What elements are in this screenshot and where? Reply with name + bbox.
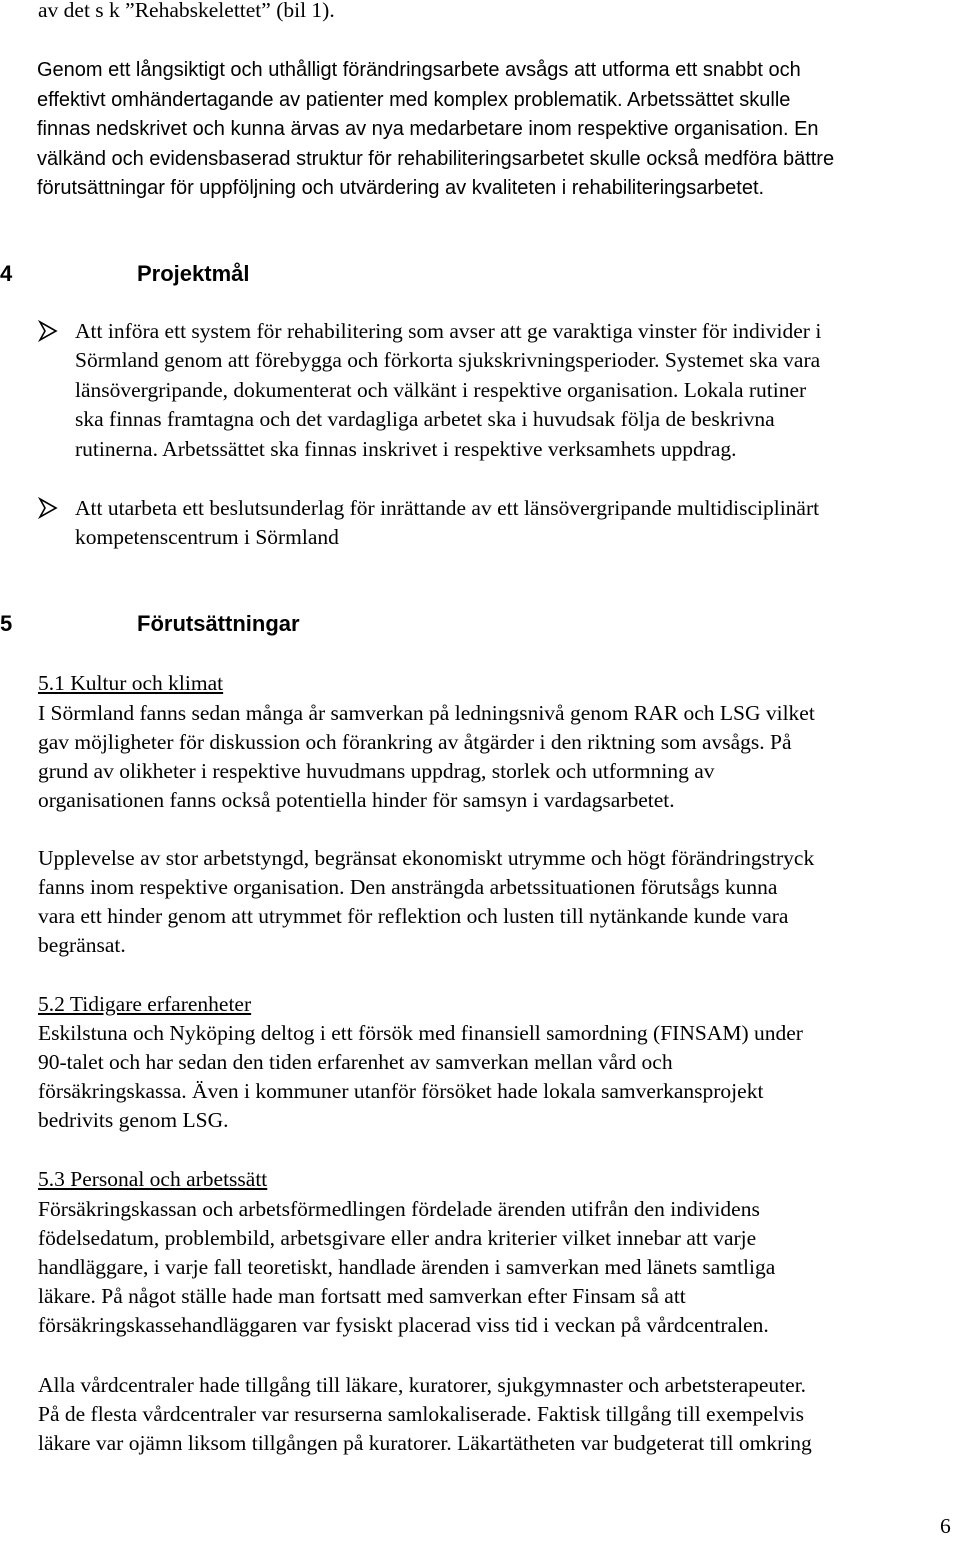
arrowhead-bullet-icon xyxy=(38,320,58,342)
subsection-heading: 5.3 Personal och arbetssätt xyxy=(38,1167,268,1191)
text-line: begränsat. xyxy=(38,933,126,957)
text-line: Försäkringskassan och arbetsförmedlingen fördelade ärenden utifrån den individens xyxy=(38,1197,760,1221)
text-line: effektivt omhändertagande av patienter med komplex problematik. Arbetssättet skulle xyxy=(37,89,791,111)
text-line: Eskilstuna och Nyköping deltog i ett försök med finansiell samordning (FINSAM) under xyxy=(38,1021,803,1045)
section-number: 5 xyxy=(0,611,13,636)
text-line: födelsedatum, problembild, arbetsgivare eller andra kriterier vilket innebar att varje xyxy=(38,1226,757,1250)
text-line: länsövergripande, dokumenterat och välkänt i respektive organisation. Lokala rutiner xyxy=(75,378,807,402)
section-title: Projektmål xyxy=(137,261,250,286)
text-line: bedrivits genom LSG. xyxy=(38,1108,229,1132)
text-line: vara ett hinder genom att utrymmet för reflektion och lusten till nytänkande kunde vara xyxy=(38,904,789,928)
text-line: Att utarbeta ett beslutsunderlag för inrättande av ett länsövergripande multidisciplinärt xyxy=(75,496,820,520)
text-line: Upplevelse av stor arbetstyngd, begränsat ekonomiskt utrymme och högt förändringstryck xyxy=(38,846,815,870)
arrowhead-bullet-icon xyxy=(38,497,58,519)
page-number: 6 xyxy=(940,1514,951,1538)
text-line: 90-talet och har sedan den tiden erfarenhet av samverkan mellan vård och xyxy=(38,1050,673,1074)
text-line: organisationen fanns också potentiella hinder för samsyn i vardagsarbetet. xyxy=(38,788,675,812)
text-line: välkänd och evidensbaserad struktur för rehabiliteringsarbetet skulle också medföra bättre xyxy=(37,148,835,170)
text-line: I Sörmland fanns sedan många år samverkan på ledningsnivå genom RAR och LSG vilket xyxy=(38,701,815,725)
text-line: grund av olikheter i respektive huvudmans uppdrag, storlek och utformning av xyxy=(38,759,715,783)
text-line: försäkringskassehandläggaren var fysiskt placerad viss tid i veckan på vårdcentralen. xyxy=(38,1313,769,1337)
text-line: läkare. På något ställe hade man fortsatt med samverkan efter Finsam så att xyxy=(38,1284,686,1308)
text-line: ska finnas framtagna och det vardagliga arbetet ska i huvudsak följa de beskrivna xyxy=(75,407,775,431)
subsection-heading: 5.1 Kultur och klimat xyxy=(38,671,224,695)
subsection-heading: 5.2 Tidigare erfarenheter xyxy=(38,992,252,1016)
text-line: Genom ett långsiktigt och uthålligt förändringsarbete avsågs att utforma ett snabbt och xyxy=(37,59,801,81)
text-line: av det s k ”Rehabskelettet” (bil 1). xyxy=(38,0,335,22)
text-line: finnas nedskrivet och kunna ärvas av nya medarbetare inom respektive organisation. En xyxy=(37,118,819,140)
text-line: handläggare, i varje fall teoretiskt, handlade ärenden i samverkan med länets samtliga xyxy=(38,1255,776,1279)
text-line: rutinerna. Arbetssättet ska finnas inskrivet i respektive verksamhets uppdrag. xyxy=(75,437,737,461)
section-title: Förutsättningar xyxy=(137,611,300,636)
text-line: Att införa ett system för rehabilitering som avser att ge varaktiga vinster för individer i xyxy=(75,319,822,343)
text-line: förutsättningar för uppföljning och utvärdering av kvaliteten i rehabiliteringsarbetet. xyxy=(37,177,765,199)
text-line: läkare var ojämn liksom tillgången på kuratorer. Läkartätheten var budgeterat till omkring xyxy=(38,1431,812,1455)
section-number: 4 xyxy=(0,261,13,286)
text-line: Sörmland genom att förebygga och förkorta sjukskrivningsperioder. Systemet ska vara xyxy=(75,348,821,372)
text-line: försäkringskassa. Även i kommuner utanför försöket hade lokala samverkansprojekt xyxy=(38,1079,764,1103)
text-line: På de flesta vårdcentraler var resurserna samlokaliserade. Faktisk tillgång till exempelvis xyxy=(38,1402,804,1426)
text-line: kompetenscentrum i Sörmland xyxy=(75,525,339,549)
text-line: gav möjligheter för diskussion och förankring av åtgärder i den riktning som avsågs. På xyxy=(38,730,792,754)
text-line: Alla vårdcentraler hade tillgång till läkare, kuratorer, sjukgymnaster och arbetsterapeuter. xyxy=(38,1373,807,1397)
text-line: fanns inom respektive organisation. Den ansträngda arbetssituationen förutsågs kunna xyxy=(38,875,778,899)
